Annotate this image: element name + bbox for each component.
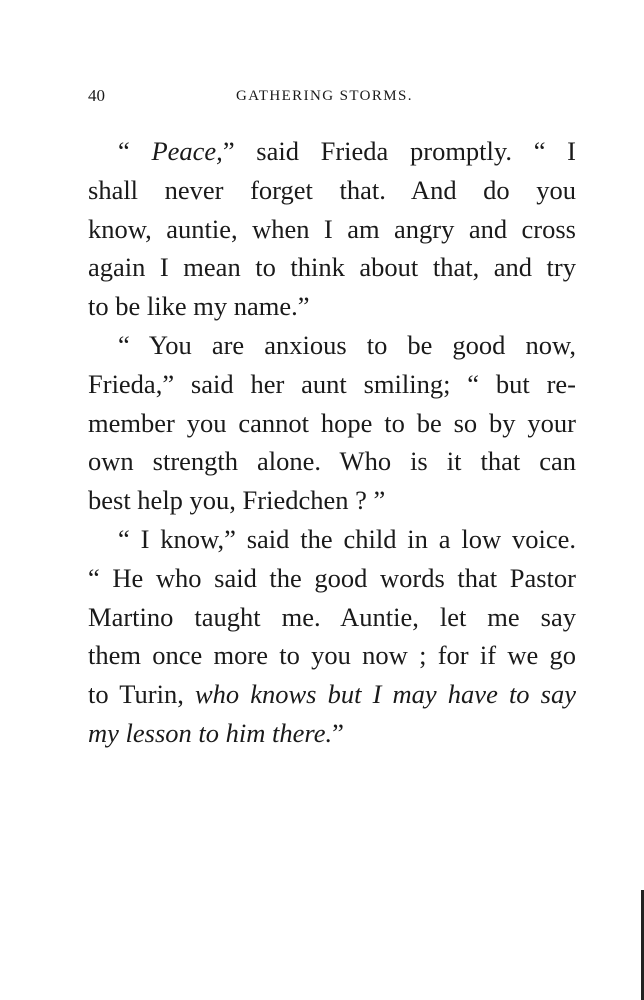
page-number: 40 xyxy=(88,86,105,105)
text-line: to be like my name.” xyxy=(88,291,310,322)
text-line: “ Peace,” said Frieda promptly. “ I xyxy=(118,136,576,166)
running-head xyxy=(88,84,576,108)
running-title: GATHERING STORMS. xyxy=(236,88,413,104)
text-line: own strength alone. Who is it that can xyxy=(88,446,576,477)
text-line: “ He who said the good words that Pastor xyxy=(88,562,576,593)
body-text xyxy=(88,132,576,753)
text-line: “ You are anxious to be good now, xyxy=(118,329,576,360)
text-line: know, auntie, when I am angry and cross xyxy=(88,213,576,244)
text-line: to Turin, who knows but I may have to say xyxy=(88,679,577,710)
text-line: “ I know,” said the child in a low voice. xyxy=(118,523,576,554)
text-line: my lesson to him there.” xyxy=(88,717,344,748)
text-line: shall never forget that. And do you xyxy=(88,174,576,205)
text-line: member you cannot hope to be so by your xyxy=(88,407,576,438)
text-line: best help you, Friedchen ? ” xyxy=(88,485,386,516)
text-line: again I mean to think about that, and try xyxy=(88,252,576,283)
text-line: Frieda,” said her aunt smiling; “ but re- xyxy=(88,368,576,399)
text-line: Martino taught me. Auntie, let me say xyxy=(88,601,576,632)
text-line: them once more to you now ; for if we go xyxy=(88,640,576,671)
